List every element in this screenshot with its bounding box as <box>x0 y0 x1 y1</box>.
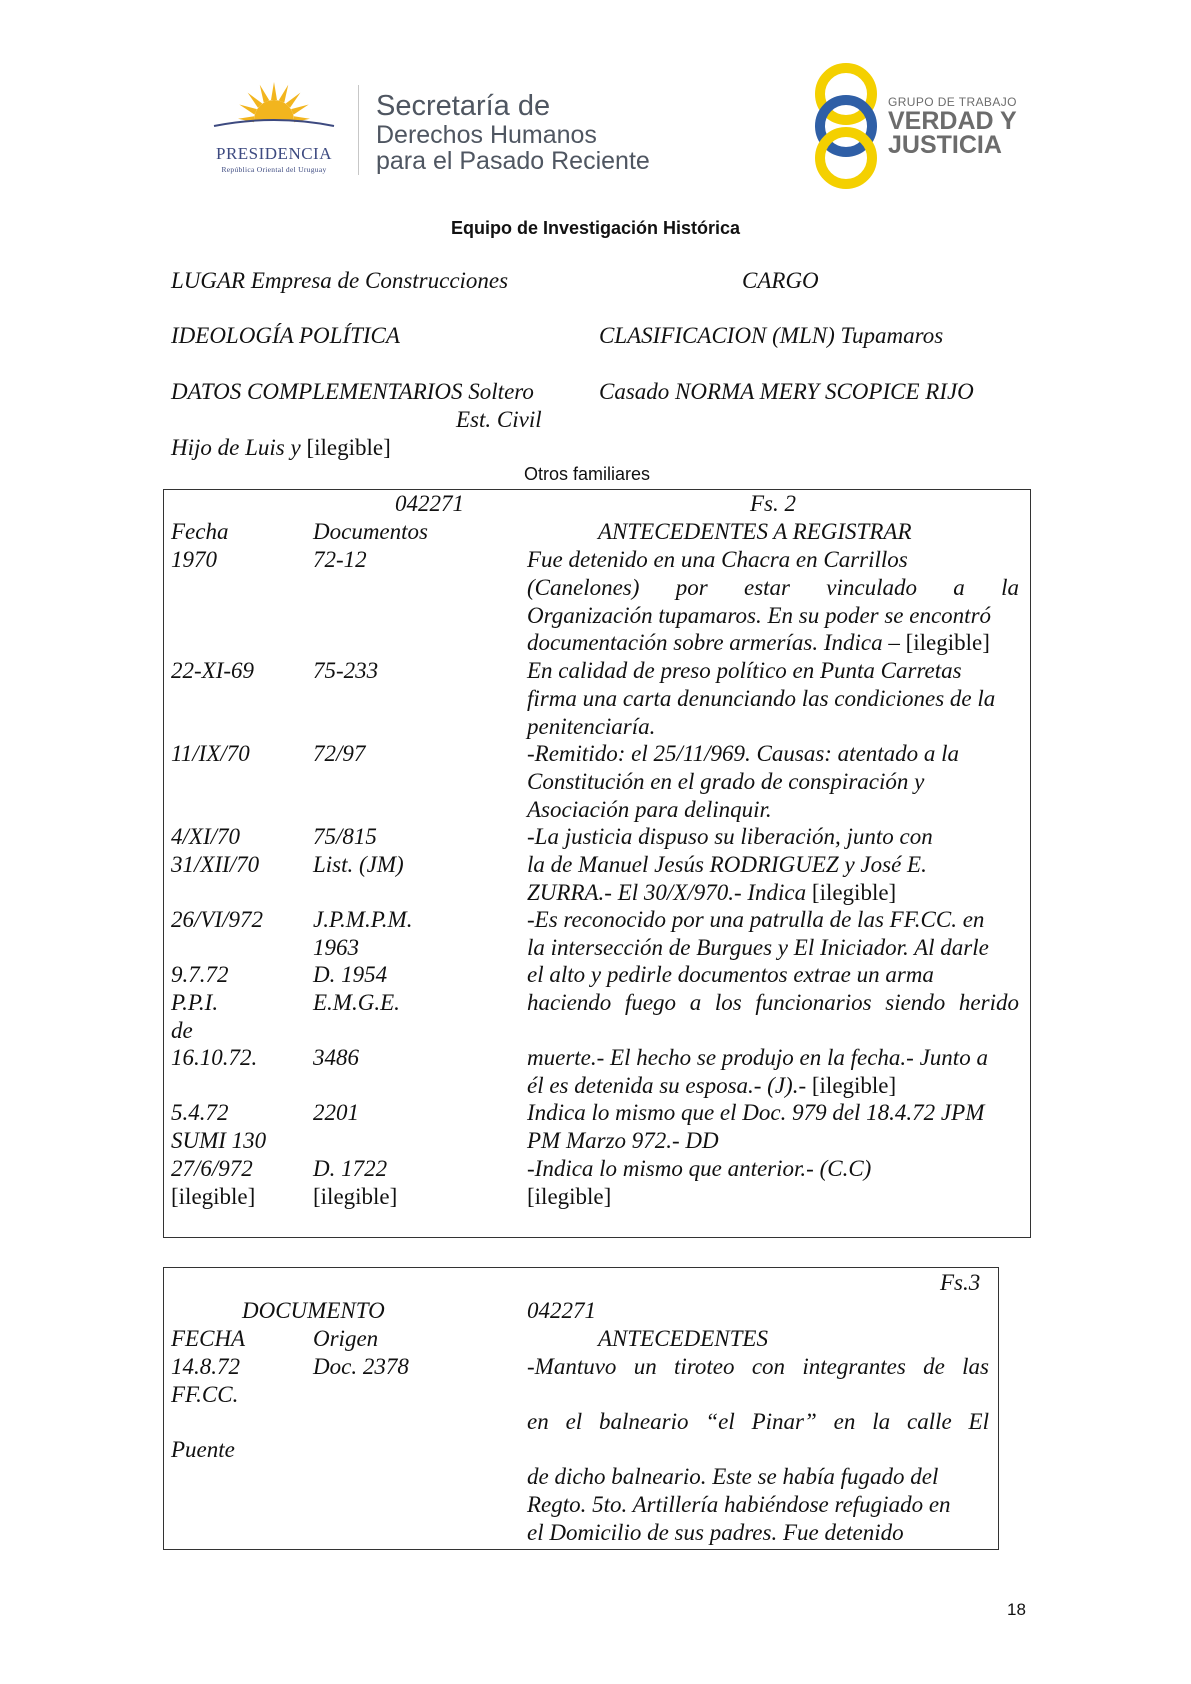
antecedente-line: (Canelones) por estar vinculado a la <box>527 575 1019 600</box>
table1-number: 042271 <box>395 491 464 516</box>
table2-number: 042271 <box>527 1298 596 1323</box>
antecedente-line: penitenciaría. <box>527 714 656 739</box>
table2-col-antecedentes: ANTECEDENTES <box>598 1326 768 1351</box>
sun-emblem-icon <box>194 80 354 144</box>
documento-cell: List. (JM) <box>313 852 404 877</box>
antecedente-line: -La justicia dispuso su liberación, junto con <box>527 824 933 849</box>
fecha-cell: 26/VI/972 <box>171 907 263 932</box>
documento-cell: 3486 <box>313 1045 359 1070</box>
fecha-cell: FF.CC. <box>171 1382 239 1407</box>
table1-col-documentos: Documentos <box>313 519 428 544</box>
grupo-line-2: VERDAD Y <box>888 107 1017 135</box>
table2-documento-header: DOCUMENTO <box>242 1298 385 1323</box>
antecedente-line: haciendo fuego a los funcionarios siendo herido <box>527 990 1019 1015</box>
fecha-cell: 31/XII/70 <box>171 852 260 877</box>
table1-fs: Fs. 2 <box>750 491 796 516</box>
antecedente-line: -Remitido: el 25/11/969. Causas: atentado a la <box>527 741 960 766</box>
antecedente-line: Regto. 5to. Artillería habiéndose refugiado en <box>527 1492 951 1517</box>
est-civil-label: Est. Civil <box>456 407 542 432</box>
fecha-cell: 22-XI-69 <box>171 658 255 683</box>
fecha-cell: 1970 <box>171 547 217 572</box>
documento-cell: [ilegible] <box>313 1184 398 1209</box>
presidencia-logo <box>194 80 354 180</box>
team-title: Equipo de Investigación Histórica <box>450 218 741 238</box>
antecedente-line: muerte.- El hecho se produjo en la fecha.- Junto a <box>527 1045 988 1070</box>
secretaria-line-1: Secretaría de <box>376 90 551 122</box>
antecedente-line: él es detenida su esposa.- (J).- [ilegible] <box>527 1073 897 1098</box>
ilegible-mark: [ilegible] <box>811 1073 897 1098</box>
table1-col-antecedentes: ANTECEDENTES A REGISTRAR <box>598 519 912 544</box>
documento-cell: D. 1954 <box>313 962 388 987</box>
fecha-cell: P.P.I. <box>171 990 219 1015</box>
antecedente-line: de dicho balneario. Este se había fugado del <box>527 1464 939 1489</box>
antecedente-line: la intersección de Burgues y El Iniciador. Al darle <box>527 935 989 960</box>
fecha-cell: SUMI 130 <box>171 1128 267 1153</box>
fecha-cell: 5.4.72 <box>171 1100 229 1125</box>
table1-col-fecha: Fecha <box>171 519 229 544</box>
documento-cell: 72-12 <box>313 547 367 572</box>
fecha-cell: 9.7.72 <box>171 962 229 987</box>
antecedente-line: Asociación para delinquir. <box>527 797 772 822</box>
grupo-verdad-justicia-logo <box>810 62 1030 192</box>
ilegible-mark: [ilegible] <box>905 630 990 655</box>
documento-cell: J.P.M.P.M. <box>313 907 413 932</box>
header-divider <box>358 85 359 175</box>
lugar-field: LUGAR Empresa de Construcciones <box>171 268 509 293</box>
cargo-field: CARGO <box>742 268 819 293</box>
antecedente-line: en el balneario “el Pinar” en la calle El <box>527 1409 989 1434</box>
antecedente-line: -Indica lo mismo que anterior.- (C.C) <box>527 1156 872 1181</box>
antecedente-line: Constitución en el grado de conspiración y <box>527 769 925 794</box>
antecedente-line: firma una carta denunciando las condiciones de la <box>527 686 996 711</box>
hijo-de-field <box>171 435 391 461</box>
documento-cell: E.M.G.E. <box>313 990 400 1015</box>
documento-cell: 75/815 <box>313 824 377 849</box>
fecha-cell: Puente <box>171 1437 235 1462</box>
secretaria-line-3: para el Pasado Reciente <box>376 147 650 175</box>
origen-cell: Doc. 2378 <box>313 1354 409 1379</box>
antecedente-line: Fue detenido en una Chacra en Carrillos <box>527 547 908 572</box>
datos-complementarios-field: DATOS COMPLEMENTARIOS Soltero <box>171 379 534 404</box>
antecedente-line: PM Marzo 972.- DD <box>527 1128 719 1153</box>
documento-cell: D. 1722 <box>313 1156 388 1181</box>
page-number: 18 <box>1007 1600 1026 1619</box>
grupo-line-3: JUSTICIA <box>888 131 1002 159</box>
casado-field: Casado NORMA MERY SCOPICE RIJO <box>599 379 974 404</box>
antecedente-line: En calidad de preso político en Punta Carretas <box>527 658 962 683</box>
table2-col-fecha: FECHA <box>171 1326 246 1351</box>
antecedente-line: documentación sobre armerías. Indica – [ilegible] <box>527 630 990 655</box>
fecha-cell: 11/IX/70 <box>171 741 250 766</box>
fecha-cell: [ilegible] <box>171 1184 256 1209</box>
ideologia-field: IDEOLOGÍA POLÍTICA <box>171 323 400 348</box>
fecha-cell: 14.8.72 <box>171 1354 240 1379</box>
antecedente-line: Organización tupamaros. En su poder se encontró <box>527 603 992 628</box>
antecedente-line: la de Manuel Jesús RODRIGUEZ y José E. <box>527 852 927 877</box>
documento-cell: 72/97 <box>313 741 366 766</box>
ilegible-mark: [ilegible] <box>811 880 897 905</box>
secretaria-line-2: Derechos Humanos <box>376 121 597 149</box>
antecedente-line: -Es reconocido por una patrulla de las FF.CC. en <box>527 907 985 932</box>
fecha-cell: 27/6/972 <box>171 1156 253 1181</box>
table2-fs: Fs.3 <box>940 1270 981 1295</box>
clasificacion-field: CLASIFICACION (MLN) Tupamaros <box>599 323 944 348</box>
hijo-de-text: Hijo de Luis y <box>171 435 301 460</box>
antecedente-line: Indica lo mismo que el Doc. 979 del 18.4.72 JPM <box>527 1100 985 1125</box>
documento-cell: 1963 <box>313 935 359 960</box>
presidencia-subtitle: República Oriental del Uruguay <box>221 165 327 174</box>
antecedente-line: el Domicilio de sus padres. Fue detenido <box>527 1520 904 1545</box>
otros-familiares-label: Otros familiares <box>524 464 651 484</box>
fecha-cell: 4/XI/70 <box>171 824 240 849</box>
fecha-cell: de <box>171 1018 193 1043</box>
antecedente-line: -Mantuvo un tiroteo con integrantes de las <box>527 1354 989 1379</box>
grupo-line-1: GRUPO DE TRABAJO <box>888 95 1017 109</box>
antecedente-line: el alto y pedirle documentos extrae un arma <box>527 962 934 987</box>
documento-cell: 75-233 <box>313 658 379 683</box>
documento-cell: 2201 <box>313 1100 359 1125</box>
presidencia-wordmark: PRESIDENCIA <box>215 144 332 163</box>
ilegible-mark: [ilegible] <box>306 435 391 460</box>
antecedente-line: ZURRA.- El 30/X/970.- Indica [ilegible] <box>527 880 897 905</box>
fecha-cell: 16.10.72. <box>171 1045 258 1070</box>
table2-col-origen: Origen <box>313 1326 379 1351</box>
antecedente-line: [ilegible] <box>527 1184 612 1209</box>
